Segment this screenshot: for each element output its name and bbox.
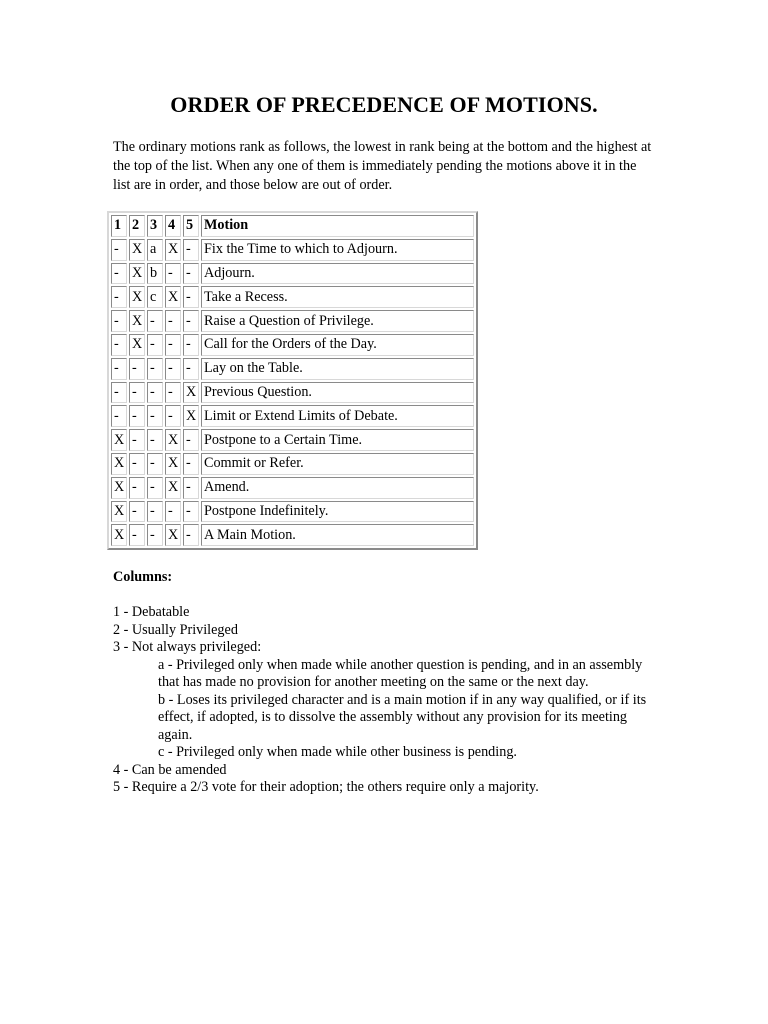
table-cell-col-5: -	[183, 524, 199, 546]
table-row	[111, 501, 474, 523]
table-cell-col-3: b	[147, 263, 163, 285]
table-cell-col-1: X	[111, 501, 127, 523]
table-cell-col-2: -	[129, 477, 145, 499]
table-cell-col-5: X	[183, 405, 199, 427]
table-cell-col-2: -	[129, 453, 145, 475]
table-row	[111, 453, 474, 475]
table-cell-col-3: -	[147, 453, 163, 475]
table-cell-col-5: -	[183, 429, 199, 451]
table-cell-col-1: X	[111, 524, 127, 546]
table-cell-col-3: -	[147, 358, 163, 380]
table-row	[111, 524, 474, 546]
table-cell-col-1: X	[111, 477, 127, 499]
table-row	[111, 405, 474, 427]
table-cell-col-2: -	[129, 405, 145, 427]
header-col-5: 5	[183, 215, 199, 237]
table-cell-col-4: -	[165, 263, 181, 285]
table-row	[111, 310, 474, 332]
table-cell-motion: Take a Recess.	[201, 286, 474, 308]
table-cell-col-4: X	[165, 286, 181, 308]
table-cell-col-4: -	[165, 382, 181, 404]
table-cell-col-3: -	[147, 477, 163, 499]
table-cell-col-2: X	[129, 286, 145, 308]
table-cell-col-5: -	[183, 239, 199, 261]
table-cell-motion: Call for the Orders of the Day.	[201, 334, 474, 356]
table-cell-col-3: -	[147, 334, 163, 356]
table-cell-col-2: -	[129, 382, 145, 404]
header-motion: Motion	[201, 215, 474, 237]
table-cell-col-5: -	[183, 334, 199, 356]
table-cell-col-5: -	[183, 358, 199, 380]
table-cell-col-2: -	[129, 524, 145, 546]
table-cell-col-5: -	[183, 286, 199, 308]
table-cell-motion: Raise a Question of Privilege.	[201, 310, 474, 332]
table-cell-col-1: -	[111, 239, 127, 261]
table-header-row	[111, 215, 474, 237]
table-row	[111, 239, 474, 261]
legend-line: 5 - Require a 2/3 vote for their adoption; the others require only a majority.	[113, 779, 539, 795]
table-cell-col-3: -	[147, 382, 163, 404]
table-cell-col-4: -	[165, 310, 181, 332]
legend-line: 2 - Usually Privileged	[113, 621, 238, 638]
table-cell-col-1: X	[111, 429, 127, 451]
intro-paragraph: The ordinary motions rank as follows, the lowest in rank being at the bottom and the highest at the top of the list. When any one of them is immediately pending the motions above it in the list are in order, and those below are out of order.	[113, 139, 652, 193]
header-col-2: 2	[129, 215, 145, 237]
table-cell-col-1: X	[111, 453, 127, 475]
table-row	[111, 358, 474, 380]
legend-line: a - Privileged only when made while another question is pending, and in an assembly that has made no provision for another meeting on the same or the next day.	[158, 656, 643, 690]
table-cell-motion: Amend.	[201, 477, 474, 499]
table-cell-motion: A Main Motion.	[201, 524, 474, 546]
legend-line: b - Loses its privileged character and is a main motion if in any way qualified, or if its effect, if adopted, is to dissolve the assembly without any provision for its meeting again.	[158, 691, 647, 743]
page-title: ORDER OF PRECEDENCE OF MOTIONS.	[170, 92, 598, 117]
table-cell-col-2: -	[129, 429, 145, 451]
legend-line: 1 - Debatable	[113, 604, 190, 620]
columns-heading: Columns:	[113, 569, 173, 585]
table-cell-col-4: X	[165, 477, 181, 499]
table-cell-col-3: a	[147, 239, 163, 261]
table-cell-col-4: X	[165, 429, 181, 451]
table-cell-col-1: -	[111, 334, 127, 356]
table-cell-col-4: -	[165, 501, 181, 523]
table-cell-motion: Limit or Extend Limits of Debate.	[201, 405, 474, 427]
columns-legend	[113, 604, 653, 797]
table-cell-col-5: -	[183, 501, 199, 523]
table-cell-col-5: X	[183, 382, 199, 404]
legend-line: 4 - Can be amended	[113, 761, 227, 778]
table-cell-col-1: -	[111, 286, 127, 308]
motions-table-body	[111, 215, 474, 546]
table-cell-col-1: -	[111, 310, 127, 332]
header-col-1: 1	[111, 215, 127, 237]
table-row	[111, 477, 474, 499]
table-cell-col-3: -	[147, 501, 163, 523]
table-cell-col-4: X	[165, 239, 181, 261]
table-row	[111, 286, 474, 308]
table-row	[111, 334, 474, 356]
table-cell-col-4: X	[165, 524, 181, 546]
table-cell-col-1: -	[111, 382, 127, 404]
table-cell-col-5: -	[183, 477, 199, 499]
table-row	[111, 429, 474, 451]
table-cell-col-2: X	[129, 263, 145, 285]
table-cell-motion: Fix the Time to which to Adjourn.	[201, 239, 474, 261]
table-cell-col-2: X	[129, 310, 145, 332]
table-cell-motion: Previous Question.	[201, 382, 474, 404]
table-cell-col-4: -	[165, 405, 181, 427]
table-cell-motion: Lay on the Table.	[201, 358, 474, 380]
table-cell-col-1: -	[111, 405, 127, 427]
table-cell-col-5: -	[183, 310, 199, 332]
table-cell-col-5: -	[183, 453, 199, 475]
legend-line: c - Privileged only when made while other business is pending.	[158, 744, 517, 760]
table-cell-col-2: X	[129, 334, 145, 356]
table-row	[111, 382, 474, 404]
table-cell-col-2: X	[129, 239, 145, 261]
table-cell-col-2: -	[129, 501, 145, 523]
table-cell-motion: Adjourn.	[201, 263, 474, 285]
table-cell-col-4: X	[165, 453, 181, 475]
header-col-3: 3	[147, 215, 163, 237]
table-cell-motion: Postpone Indefinitely.	[201, 501, 474, 523]
table-cell-motion: Postpone to a Certain Time.	[201, 429, 474, 451]
table-cell-col-4: -	[165, 358, 181, 380]
table-cell-col-3: -	[147, 405, 163, 427]
table-cell-col-3: c	[147, 286, 163, 308]
legend-line: 3 - Not always privileged:	[113, 639, 262, 655]
table-cell-col-5: -	[183, 263, 199, 285]
table-cell-col-2: -	[129, 358, 145, 380]
table-cell-motion: Commit or Refer.	[201, 453, 474, 475]
table-cell-col-1: -	[111, 263, 127, 285]
table-row	[111, 263, 474, 285]
table-cell-col-3: -	[147, 524, 163, 546]
table-cell-col-1: -	[111, 358, 127, 380]
table-cell-col-3: -	[147, 429, 163, 451]
header-col-4: 4	[165, 215, 181, 237]
table-cell-col-3: -	[147, 310, 163, 332]
table-cell-col-4: -	[165, 334, 181, 356]
motions-table	[107, 211, 478, 550]
